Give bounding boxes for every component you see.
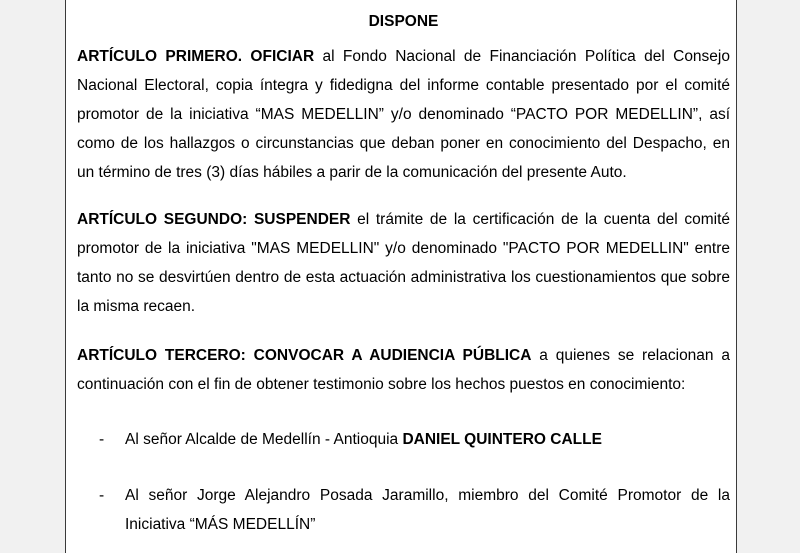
article-segundo-lead: ARTÍCULO SEGUNDO: SUSPENDER: [77, 211, 351, 228]
article-tercero-text: a quienes se relacionan a continuación con el fin de obtener testimonio sobre los hechos puestos en conocimiento:: [77, 347, 730, 393]
section-heading: DISPONE: [368, 13, 439, 30]
article-primero-text: al Fondo Nacional de Financiación Política del Consejo Nacional Electoral, copia íntegra y fidedigna del informe contable presentado por el comité promotor de la iniciativa “MAS MEDELLIN” y/o denominado “PACTO POR MEDELLIN”, así como de los hallazgos o circunstancias que deban poner en conocimiento del Despacho, en un término de tres (3) días hábiles a parir de la comunicación del presente Auto.: [77, 48, 730, 181]
article-primero: [77, 42, 730, 187]
bullet-dash: -: [99, 431, 105, 448]
article-segundo-text: el trámite de la certificación de la cuenta del comité promotor de la iniciativa "MAS MEDELLIN" y/o denominado "PACTO POR MEDELLIN" entre tanto no se desvirtúen dentro de esta actuación administrativa los cuestionamientos que sobre la misma recaen.: [77, 211, 730, 315]
article-primero-lead: ARTÍCULO PRIMERO. OFICIAR: [77, 48, 315, 65]
list-item-text: [125, 481, 730, 539]
article-tercero-lead: ARTÍCULO TERCERO: CONVOCAR A AUDIENCIA PÚBLICA: [77, 347, 532, 364]
list-item-plain: Al señor Jorge Alejandro Posada Jaramillo, miembro del Comité Promotor de la Iniciativa “MÁS MEDELLÍN”: [125, 487, 730, 533]
article-segundo: [77, 205, 730, 321]
bullet-dash: -: [99, 487, 105, 504]
list-item-plain: Al señor Alcalde de Medellín - Antioquia: [125, 431, 403, 448]
document-page: [65, 0, 737, 553]
article-tercero: [77, 341, 730, 399]
list-item-text: [125, 425, 730, 454]
list-item-name: DANIEL QUINTERO CALLE: [402, 431, 602, 448]
